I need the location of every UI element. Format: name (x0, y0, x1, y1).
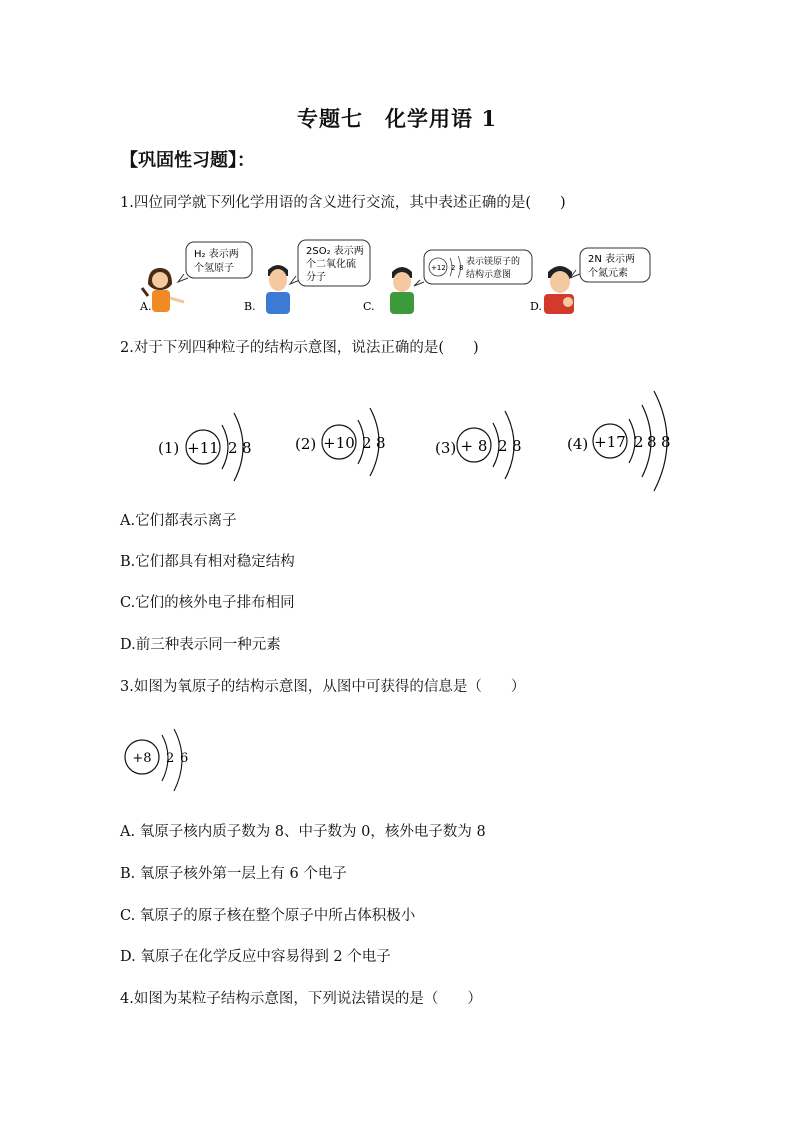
q1-panel-d (530, 248, 650, 314)
particle-4-index: (4) (567, 435, 589, 453)
boy-figure-b (266, 265, 290, 314)
question-1-stem: 1.四位同学就下列化学用语的含义进行交流，其中表述正确的是( ) (120, 195, 566, 211)
particle-1-shell-1: 2 (228, 439, 238, 457)
q3-option-b: B. 氧原子核外第一层上有 6 个电子 (120, 866, 347, 882)
q1-c-shell-1: 2 (451, 264, 456, 272)
particle-2-index: (2) (295, 435, 317, 453)
section-heading: 【巩固性习题】： (120, 150, 255, 171)
q1-letter-a: A. (140, 300, 152, 313)
particle-4-nucleus: +17 (594, 433, 626, 451)
q1-bubble-a-line2: 个氢原子 (194, 263, 234, 274)
boy-figure-d (544, 266, 574, 314)
page-title: 专题七 化学用语 1 (297, 106, 497, 131)
q1-bubble-b-line1: 2SO₂ 表示两 (306, 246, 364, 257)
q1-letter-d: D. (530, 300, 542, 313)
oxygen-nucleus: +8 (132, 751, 152, 766)
particle-1 (158, 413, 252, 481)
particle-2-shell-2: 8 (376, 434, 386, 452)
q1-bubble-c-line1: 表示镁原子的 (466, 257, 521, 267)
particle-2-nucleus: +10 (323, 434, 355, 452)
q1-illustration (130, 236, 670, 316)
particle-4-shell-2: 8 (647, 433, 657, 451)
particle-3-index: (3) (435, 439, 457, 457)
boy-figure-c (390, 267, 414, 314)
q2-option-b: B.它们都具有相对稳定结构 (120, 554, 295, 570)
q1-letter-c: C. (363, 300, 375, 313)
q1-bubble-d-line2: 个氮元素 (588, 268, 628, 279)
particle-3 (435, 411, 522, 479)
particle-4-shell-3: 8 (661, 433, 671, 451)
q1-bubble-d-line1: 2N 表示两 (588, 254, 636, 265)
oxygen-shell-1: 2 (166, 751, 175, 766)
q1-bubble-a-line1: H₂ 表示两 (194, 249, 239, 260)
question-4-stem: 4.如图为某粒子结构示意图，下列说法错误的是（ ） (120, 991, 482, 1007)
question-2-stem: 2.对于下列四种粒子的结构示意图，说法正确的是( ) (120, 340, 479, 356)
q1-bubble-c-line2: 结构示意图 (466, 270, 512, 280)
q3-option-c: C. 氧原子的原子核在整个原子中所占体积极小 (120, 908, 416, 924)
q1-panel-b (244, 240, 370, 314)
q1-letter-b: B. (244, 300, 256, 313)
particle-4-shell-1: 2 (634, 433, 644, 451)
q3-oxygen-diagram (118, 725, 208, 795)
q1-panel-a (139, 242, 252, 313)
q1-panel-c (363, 250, 532, 314)
particle-1-nucleus: +11 (187, 439, 219, 457)
q1-bubble-b-line2: 个二氧化硫 (306, 259, 356, 270)
q2-option-d: D.前三种表示同一种元素 (120, 637, 281, 653)
q2-option-a: A.它们都表示离子 (120, 513, 237, 529)
q1-bubble-b-line3: 分子 (306, 272, 326, 283)
particle-3-shell-1: 2 (498, 437, 508, 455)
q2-particle-diagrams (150, 385, 680, 500)
particle-3-nucleus: + 8 (460, 437, 488, 455)
q1-c-nucleus: +12 (431, 264, 446, 272)
particle-2-shell-1: 2 (362, 434, 372, 452)
q3-option-d: D. 氧原子在化学反应中容易得到 2 个电子 (120, 949, 391, 965)
particle-4 (567, 391, 671, 491)
particle-1-index: (1) (158, 439, 180, 457)
particle-1-shell-2: 8 (242, 439, 252, 457)
q2-option-c: C.它们的核外电子排布相同 (120, 595, 295, 611)
q3-option-a: A. 氧原子核内质子数为 8、中子数为 0，核外电子数为 8 (120, 824, 486, 840)
particle-2 (295, 408, 386, 476)
oxygen-shell-2: 6 (180, 751, 189, 766)
particle-3-shell-2: 8 (512, 437, 522, 455)
question-3-stem: 3.如图为氧原子的结构示意图，从图中可获得的信息是（ ） (120, 679, 526, 695)
q1-c-shell-2: 8 (459, 264, 464, 272)
